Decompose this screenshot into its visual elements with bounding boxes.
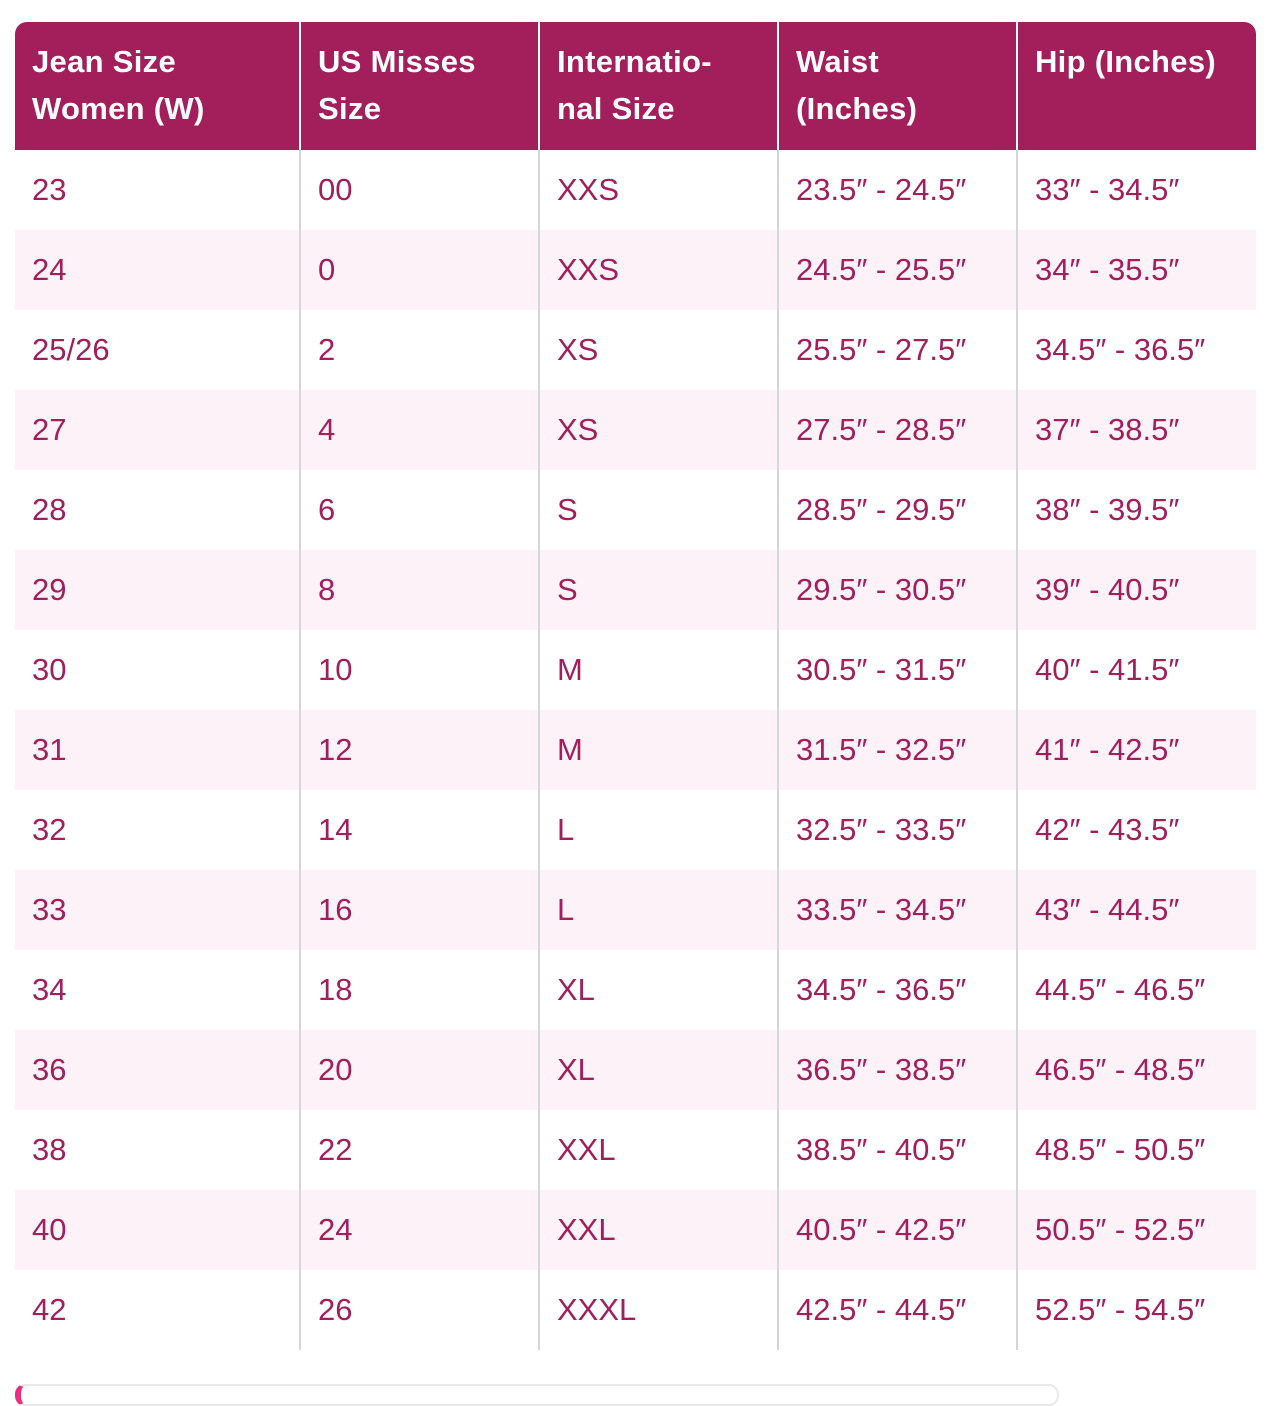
cell-jean-size: 27 — [15, 390, 300, 470]
cell-jean-size: 40 — [15, 1190, 300, 1270]
cell-us-misses-size: 16 — [300, 870, 539, 950]
cell-international-size: XL — [539, 950, 778, 1030]
cell-jean-size: 25/26 — [32, 332, 110, 367]
cell-jean-size: 28 — [32, 492, 67, 527]
cell-hip: 52.5″ - 54.5″ — [1017, 1270, 1256, 1350]
cell-us-misses-size: 6 — [300, 470, 539, 550]
cell-us-misses-size: 0 — [300, 230, 539, 310]
header-hip: Hip (Inches) — [1017, 22, 1256, 150]
cell-international-size: XXXL — [539, 1270, 778, 1350]
cell-waist: 23.5″ - 24.5″ — [778, 150, 1017, 230]
cell-jean-size: 42 — [32, 1292, 67, 1327]
cell-jean-size: 34 — [32, 972, 67, 1007]
cell-us-misses-size: 8 — [300, 550, 539, 630]
table-row — [15, 310, 1256, 390]
cell-international-size: XXS — [539, 230, 778, 310]
cell-hip: 34.5″ - 36.5″ — [1017, 310, 1256, 390]
cell-us-misses-size: 26 — [300, 1270, 539, 1350]
cell-jean-size: 32 — [32, 812, 67, 847]
cell-waist: 28.5″ - 29.5″ — [778, 470, 1017, 550]
table-row — [15, 1030, 1256, 1110]
table-header — [15, 22, 1256, 150]
table-row — [15, 550, 1256, 630]
cell-jean-size: 30 — [32, 652, 67, 687]
table-row — [15, 630, 1256, 710]
cell-us-misses-size: 2 — [300, 310, 539, 390]
table-row — [15, 1110, 1256, 1190]
cell-hip: 40″ - 41.5″ — [1017, 630, 1256, 710]
cell-waist: 32.5″ - 33.5″ — [778, 790, 1017, 870]
cell-waist: 27.5″ - 28.5″ — [778, 390, 1017, 470]
cell-jean-size: 24 — [15, 230, 300, 310]
header-jean-size: Jean Size Women (W) — [15, 22, 300, 150]
cell-waist: 38.5″ - 40.5″ — [778, 1110, 1017, 1190]
cell-hip: 37″ - 38.5″ — [1017, 390, 1256, 470]
cell-jean-size: 29 — [15, 550, 300, 630]
size-chart-table — [15, 22, 1256, 1350]
cell-us-misses-size: 10 — [300, 630, 539, 710]
table-row — [15, 1190, 1256, 1270]
cell-waist: 33.5″ - 34.5″ — [778, 870, 1017, 950]
cell-jean-size: 23 — [32, 172, 67, 207]
table-row — [15, 150, 1256, 230]
cell-international-size: L — [539, 870, 778, 950]
cell-hip: 44.5″ - 46.5″ — [1017, 950, 1256, 1030]
header-international-size: Internatio- nal Size — [539, 22, 778, 150]
cell-hip: 43″ - 44.5″ — [1017, 870, 1256, 950]
bottom-panel-edge — [15, 1384, 1059, 1406]
cell-international-size: XXL — [539, 1190, 778, 1270]
header-row — [15, 22, 1256, 150]
cell-hip: 48.5″ - 50.5″ — [1017, 1110, 1256, 1190]
cell-waist: 24.5″ - 25.5″ — [778, 230, 1017, 310]
table-row — [15, 790, 1256, 870]
cell-hip: 33″ - 34.5″ — [1017, 150, 1256, 230]
cell-waist: 31.5″ - 32.5″ — [778, 710, 1017, 790]
cell-waist: 40.5″ - 42.5″ — [778, 1190, 1017, 1270]
table-row — [15, 1270, 1256, 1350]
cell-international-size: L — [539, 790, 778, 870]
cell-international-size: S — [539, 470, 778, 550]
cell-jean-size: 38 — [32, 1132, 67, 1167]
cell-us-misses-size: 18 — [300, 950, 539, 1030]
cell-international-size: XS — [539, 390, 778, 470]
cell-waist: 25.5″ - 27.5″ — [778, 310, 1017, 390]
cell-hip: 46.5″ - 48.5″ — [1017, 1030, 1256, 1110]
cell-international-size: S — [539, 550, 778, 630]
cell-waist: 34.5″ - 36.5″ — [778, 950, 1017, 1030]
cell-hip: 34″ - 35.5″ — [1017, 230, 1256, 310]
header-us-misses-size: US Misses Size — [300, 22, 539, 150]
cell-waist: 42.5″ - 44.5″ — [778, 1270, 1017, 1350]
cell-hip: 39″ - 40.5″ — [1017, 550, 1256, 630]
table-row — [15, 230, 1256, 310]
cell-international-size: M — [539, 710, 778, 790]
cell-waist: 36.5″ - 38.5″ — [778, 1030, 1017, 1110]
cell-us-misses-size: 24 — [300, 1190, 539, 1270]
cell-us-misses-size: 12 — [300, 710, 539, 790]
cell-international-size: XXL — [539, 1110, 778, 1190]
cell-hip: 42″ - 43.5″ — [1017, 790, 1256, 870]
table-body — [15, 150, 1256, 1350]
cell-us-misses-size: 4 — [300, 390, 539, 470]
cell-jean-size: 33 — [15, 870, 300, 950]
cell-international-size: M — [539, 630, 778, 710]
header-waist: Waist (Inches) — [778, 22, 1017, 150]
table-row — [15, 470, 1256, 550]
cell-international-size: XS — [539, 310, 778, 390]
cell-us-misses-size: 14 — [300, 790, 539, 870]
table-row — [15, 390, 1256, 470]
table-row — [15, 870, 1256, 950]
cell-us-misses-size: 22 — [300, 1110, 539, 1190]
cell-us-misses-size: 20 — [300, 1030, 539, 1110]
cell-international-size: XXS — [539, 150, 778, 230]
table-row — [15, 710, 1256, 790]
cell-hip: 38″ - 39.5″ — [1017, 470, 1256, 550]
cell-waist: 29.5″ - 30.5″ — [778, 550, 1017, 630]
cell-international-size: XL — [539, 1030, 778, 1110]
cell-waist: 30.5″ - 31.5″ — [778, 630, 1017, 710]
cell-hip: 50.5″ - 52.5″ — [1017, 1190, 1256, 1270]
table-row — [15, 950, 1256, 1030]
cell-jean-size: 36 — [15, 1030, 300, 1110]
cell-us-misses-size: 00 — [300, 150, 539, 230]
cell-jean-size: 31 — [15, 710, 300, 790]
cell-hip: 41″ - 42.5″ — [1017, 710, 1256, 790]
